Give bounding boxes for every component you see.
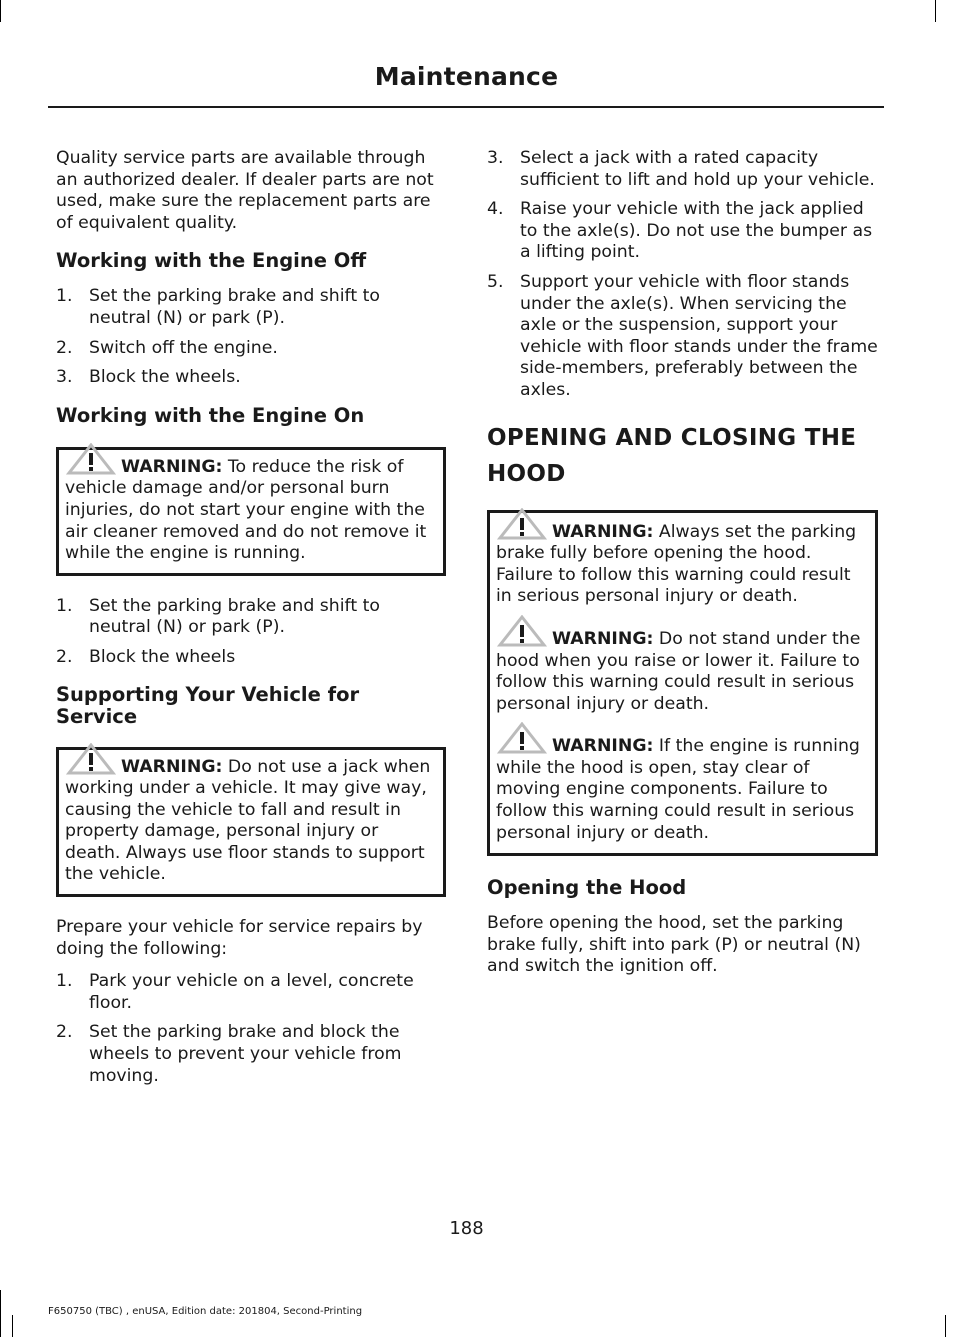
- crop-mark: [935, 0, 936, 22]
- warning-label: WARNING:: [552, 628, 654, 649]
- warning-triangle-icon: [496, 615, 548, 649]
- list-item: 1. Set the parking brake and shift to neutral (N) or park (P).: [56, 595, 380, 638]
- list-item: 3. Block the wheels.: [56, 367, 241, 388]
- opening-hood-paragraph: Before opening the hood, set the parking brake fully, shift into park (P) or neutral (N) and switch the ignition off.: [487, 913, 861, 977]
- list-item: 4. Raise your vehicle with the jack applied to the axle(s). Do not use the bumper as a lifting point.: [487, 199, 873, 263]
- warning-item: [65, 457, 437, 565]
- list-item: 3. Select a jack with a rated capacity sufficient to lift and hold up your vehicle.: [487, 148, 875, 190]
- engine-off-heading: Working with the Engine Off: [56, 249, 367, 273]
- list-item: 2. Set the parking brake and block the wheels to prevent your vehicle from moving.: [56, 1022, 402, 1086]
- supporting-steps-continued: [487, 148, 878, 402]
- warning-item: [496, 629, 869, 715]
- list-item: 1. Set the parking brake and shift to neutral (N) or park (P).: [56, 286, 380, 328]
- opening-hood-heading: Opening the Hood: [487, 876, 687, 900]
- warning-box: [56, 747, 446, 898]
- list-item: 5. Support your vehicle with floor stands under the axle(s). When servicing the axle or the suspension, support your vehicle with floor stands under the frame side-members, preferably between the axles.: [487, 271, 878, 400]
- intro-paragraph: Quality service parts are available through an authorized dealer. If dealer parts are not used, make sure the replacement parts are of equivalent quality.: [56, 148, 434, 233]
- right-column: [487, 148, 878, 989]
- warning-label: WARNING:: [121, 456, 223, 477]
- warning-item: [65, 757, 437, 887]
- supporting-heading: Supporting Your Vehicle for Service: [56, 682, 360, 728]
- list-item: 2. Switch off the engine.: [56, 337, 278, 358]
- page-title: Maintenance: [374, 62, 559, 91]
- warning-triangle-icon: [496, 722, 548, 756]
- warning-text: Do not use a jack when working under a vehicle. It may give way, causing the vehicle to fall and result in property damage, personal injury or death. Always use floor stands to support the vehicle.: [65, 756, 431, 885]
- warning-triangle-icon: [496, 508, 548, 542]
- warning-triangle-icon: [65, 443, 117, 477]
- warning-text: Do not stand under the hood when you raise or lower it. Failure to follow this warning could result in serious personal injury or death.: [496, 628, 861, 714]
- section-heading: OPENING AND CLOSING THE HOOD: [487, 424, 857, 487]
- warning-item: [496, 736, 869, 844]
- warning-triangle-icon: [65, 743, 117, 777]
- crop-mark: [945, 1315, 946, 1337]
- list-item: 1. Park your vehicle on a level, concrete floor.: [56, 971, 414, 1013]
- edition-footer: F650750 (TBC) , enUSA, Edition date: 201804, Second-Printing: [48, 1306, 363, 1317]
- crop-mark: [0, 0, 1, 22]
- warning-box: [56, 447, 446, 576]
- prepare-paragraph: Prepare your vehicle for service repairs by doing the following:: [56, 917, 423, 959]
- header-divider: [48, 106, 884, 108]
- warning-text: If the engine is running while the hood is open, stay clear of moving engine components. Failure to follow this warning could result in serious personal injury or death.: [496, 736, 860, 843]
- engine-on-steps: [56, 596, 446, 669]
- warning-text: To reduce the risk of vehicle damage and/or personal burn injuries, do not start your engine with the air cleaner removed and do not remove it while the engine is running.: [65, 456, 427, 564]
- left-column: [56, 148, 446, 1095]
- warning-label: WARNING:: [552, 521, 654, 542]
- warning-item: [496, 522, 869, 608]
- warning-text: Always set the parking brake fully before opening the hood. Failure to follow this warning could result in serious personal injury or death.: [496, 521, 857, 607]
- warning-label: WARNING:: [121, 756, 223, 777]
- engine-on-heading: Working with the Engine On: [56, 403, 365, 427]
- crop-mark: [0, 1290, 1, 1337]
- list-item: 2. Block the wheels: [56, 646, 236, 667]
- warning-label: WARNING:: [552, 736, 654, 757]
- supporting-steps: [56, 971, 446, 1087]
- warning-box: [487, 510, 878, 857]
- page-number: 188: [449, 1218, 484, 1239]
- engine-off-steps: [56, 286, 446, 388]
- crop-mark: [12, 1315, 13, 1337]
